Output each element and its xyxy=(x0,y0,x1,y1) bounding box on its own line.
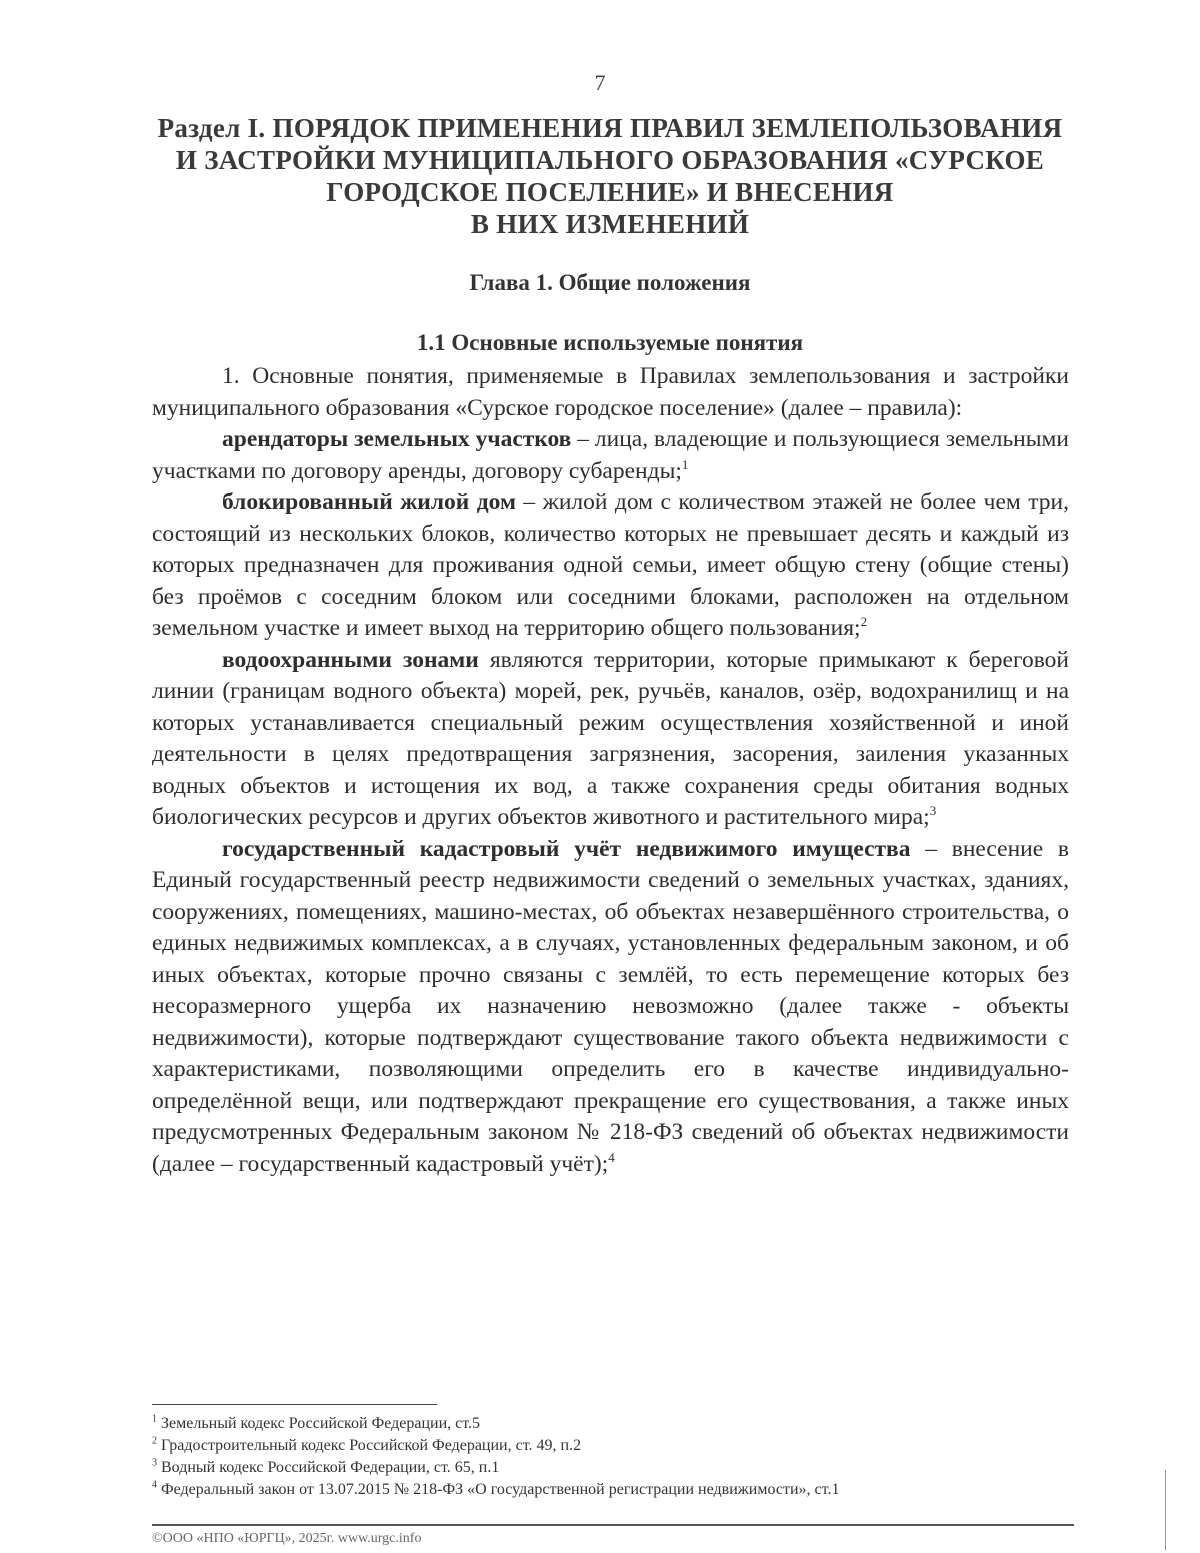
footnote-text: Градостроительный кодекс Российской Федерации, ст. 49, п.2 xyxy=(157,1437,582,1454)
footnote-number: 2 xyxy=(152,1435,157,1447)
subsection-title: 1.1 Основные используемые понятия xyxy=(416,330,804,355)
footnote xyxy=(152,1435,1072,1457)
footnote-ref: 3 xyxy=(929,803,937,819)
footnote-ref: 1 xyxy=(681,456,689,472)
definition-paragraph xyxy=(152,834,1069,1181)
chapter-title: Глава 1. Общие положения xyxy=(469,270,751,295)
footnote-divider xyxy=(152,1404,437,1405)
definition-term: государственный кадастровый учёт недвижимого имущества xyxy=(222,835,911,862)
section-title-line: Раздел I. ПОРЯДОК ПРИМЕНЕНИЯ ПРАВИЛ ЗЕМЛЕПОЛЬЗОВАНИЯ xyxy=(157,113,1063,143)
body-text xyxy=(152,361,1069,1180)
definition-paragraph xyxy=(152,424,1069,487)
footnote-ref: 4 xyxy=(608,1149,615,1165)
definition-text: являются территории, которые примыкают к береговой линии (границам водного объекта) морей, рек, ручьёв, каналов, озёр, водохранилищ и на которых устанавливается специальный режим осуществления хозяйственной и иной деятельности в целях предотвращения загрязнения, засорения, заиления указанных водных объектов и истощения их вод, а также сохранения среды обитания водных биологических ресурсов и других объектов животного и растительного мира; xyxy=(152,646,1070,830)
footnote-number: 3 xyxy=(152,1457,157,1469)
definition-term: блокированный жилой дом xyxy=(222,489,516,515)
footer-text: ©ООО «НПО «ЮРГЦ», 2025г. www.urgc.info xyxy=(152,1531,422,1545)
section-title-line: В НИХ ИЗМЕНЕНИЙ xyxy=(470,209,750,239)
section-title xyxy=(140,112,1080,240)
definition-text: – внесение в Единый государственный реестр недвижимости сведений о земельных участках, зданиях, сооружениях, помещениях, машино-местах, об объектах незавершённого строительства, о единых недвижимых комплексах, а в случаях, установленных федеральным законом, и об иных объектах, которые прочно связаны с землёй, то есть перемещение которых без несоразмерного ущерба их назначению невозможно (далее также - объекты недвижимости), которые подтверждают существование такого объекта недвижимости с характеристиками, позволяющими определить его в качестве индивидуально-определённой вещи, или подтверждают прекращение его существования, а также иных предусмотренных Федеральным законом № 218-ФЗ сведений об объектах недвижимости (далее – государственный кадастровый учёт); xyxy=(152,835,1069,1177)
definition-text: – лица, владеющие и пользующиеся земельными участками по договору аренды, договору субаренды; xyxy=(152,426,1069,484)
intro-paragraph: 1. Основные понятия, применяемые в Правилах землепользования и застройки муниципального образования «Сурское городское поселение» (далее – правила): xyxy=(152,363,1069,421)
footnote-text: Федеральный закон от 13.07.2015 № 218-ФЗ «О государственной регистрации недвижимости», ст.1 xyxy=(157,1481,840,1498)
section-title-line: И ЗАСТРОЙКИ МУНИЦИПАЛЬНОГО ОБРАЗОВАНИЯ «СУРСКОЕ xyxy=(175,145,1045,175)
page-number: 7 xyxy=(594,70,606,95)
footnote-number: 1 xyxy=(152,1413,157,1425)
definition-term: арендаторы земельных участков xyxy=(222,426,572,452)
footnote xyxy=(152,1457,1072,1479)
footer-divider xyxy=(152,1524,1074,1526)
definition-term: водоохранными зонами xyxy=(222,646,479,673)
scan-edge-mark xyxy=(1165,1470,1166,1550)
footnote-text: Земельный кодекс Российской Федерации, ст.5 xyxy=(157,1415,481,1432)
definition-paragraph xyxy=(152,487,1069,645)
footnotes xyxy=(152,1413,1072,1501)
section-title-line: ГОРОДСКОЕ ПОСЕЛЕНИЕ» И ВНЕСЕНИЯ xyxy=(326,177,894,207)
footnote xyxy=(152,1479,1072,1501)
footnote-text: Водный кодекс Российской Федерации, ст. 65, п.1 xyxy=(157,1459,500,1476)
footnote-ref: 2 xyxy=(860,614,868,630)
definition-text: – жилой дом с количеством этажей не более чем три, состоящий из нескольких блоков, количество которых не превышает десять и каждый из которых предназначен для проживания одной семьи, имеет общую стену (общие стены) без проёмов с соседним блоком или соседними блоками, расположен на отдельном земельном участке и имеет выход на территорию общего пользования; xyxy=(152,489,1069,641)
footnote-number: 4 xyxy=(152,1479,157,1491)
definition-paragraph xyxy=(152,645,1069,834)
footnote xyxy=(152,1413,1072,1435)
